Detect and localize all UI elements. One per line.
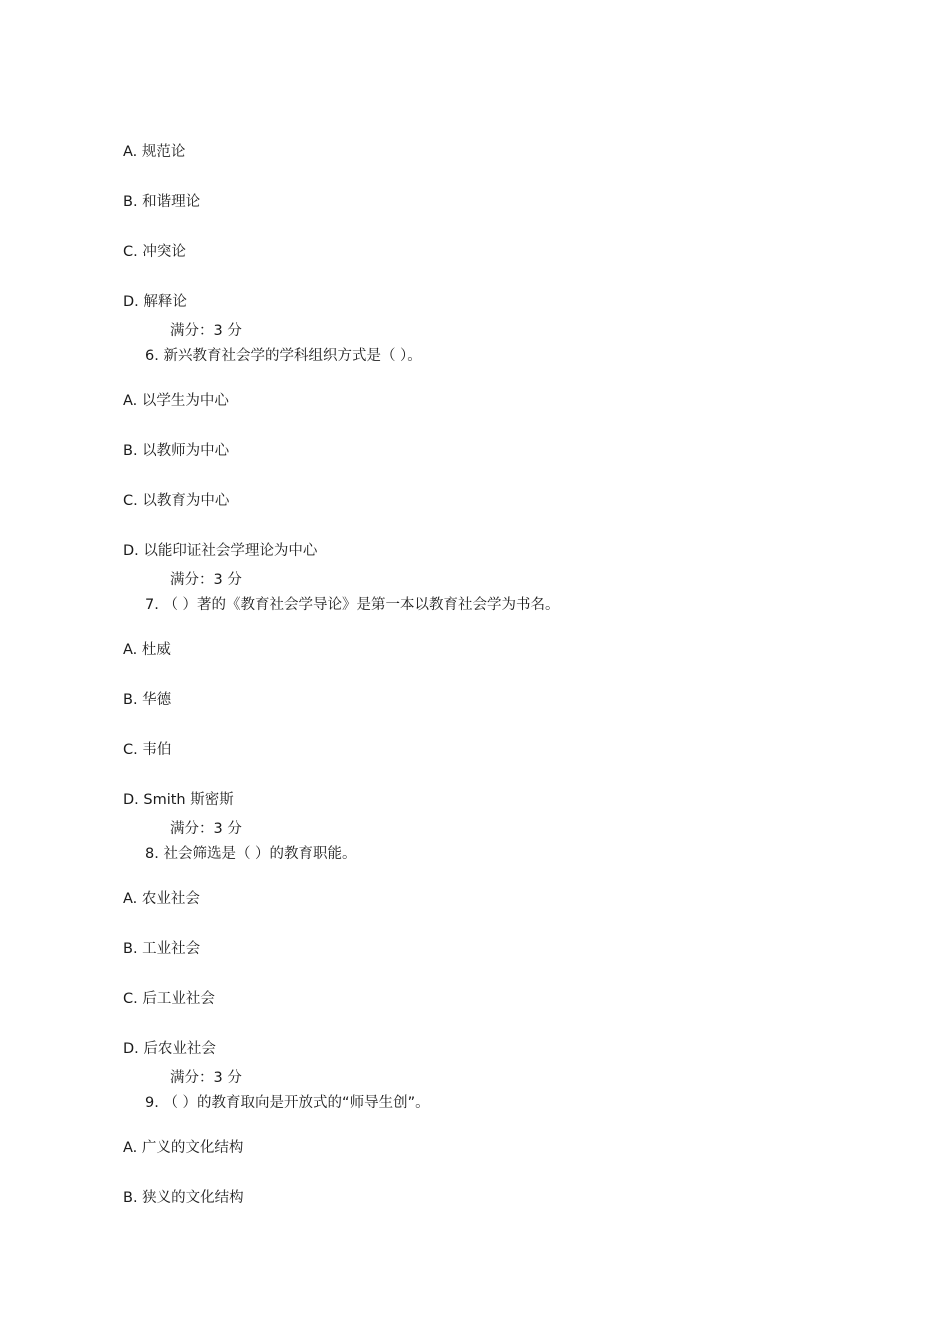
option-d: D. 解释论 bbox=[123, 294, 187, 310]
option-d: D. Smith 斯密斯 bbox=[123, 792, 234, 808]
option-b: B. 工业社会 bbox=[123, 941, 201, 957]
score-line: 满分：3 分 bbox=[170, 572, 242, 588]
option-a: A. 杜威 bbox=[123, 642, 171, 658]
question-8: 8. 社会筛选是（ ）的教育职能。 bbox=[145, 846, 357, 862]
option-c: C. 冲突论 bbox=[123, 244, 186, 260]
option-a: A. 规范论 bbox=[123, 144, 186, 160]
option-d: D. 以能印证社会学理论为中心 bbox=[123, 543, 318, 559]
score-line: 满分：3 分 bbox=[170, 1070, 242, 1086]
score-line: 满分：3 分 bbox=[170, 821, 242, 837]
option-a: A. 广义的文化结构 bbox=[123, 1140, 244, 1156]
question-6: 6. 新兴教育社会学的学科组织方式是（ ）。 bbox=[145, 348, 422, 364]
question-9: 9. （ ）的教育取向是开放式的“师导生创”。 bbox=[145, 1095, 430, 1111]
option-a: A. 农业社会 bbox=[123, 891, 200, 907]
option-c: C. 后工业社会 bbox=[123, 991, 215, 1007]
option-b: B. 狭义的文化结构 bbox=[123, 1190, 244, 1206]
question-7: 7. （ ）著的《教育社会学导论》是第一本以教育社会学为书名。 bbox=[145, 597, 560, 613]
option-c: C. 以教育为中心 bbox=[123, 493, 230, 509]
option-b: B. 和谐理论 bbox=[123, 194, 201, 210]
option-b: B. 华德 bbox=[123, 692, 172, 708]
option-b: B. 以教师为中心 bbox=[123, 443, 230, 459]
option-a: A. 以学生为中心 bbox=[123, 393, 229, 409]
option-d: D. 后农业社会 bbox=[123, 1041, 216, 1057]
option-c: C. 韦伯 bbox=[123, 742, 172, 758]
score-line: 满分：3 分 bbox=[170, 323, 242, 339]
